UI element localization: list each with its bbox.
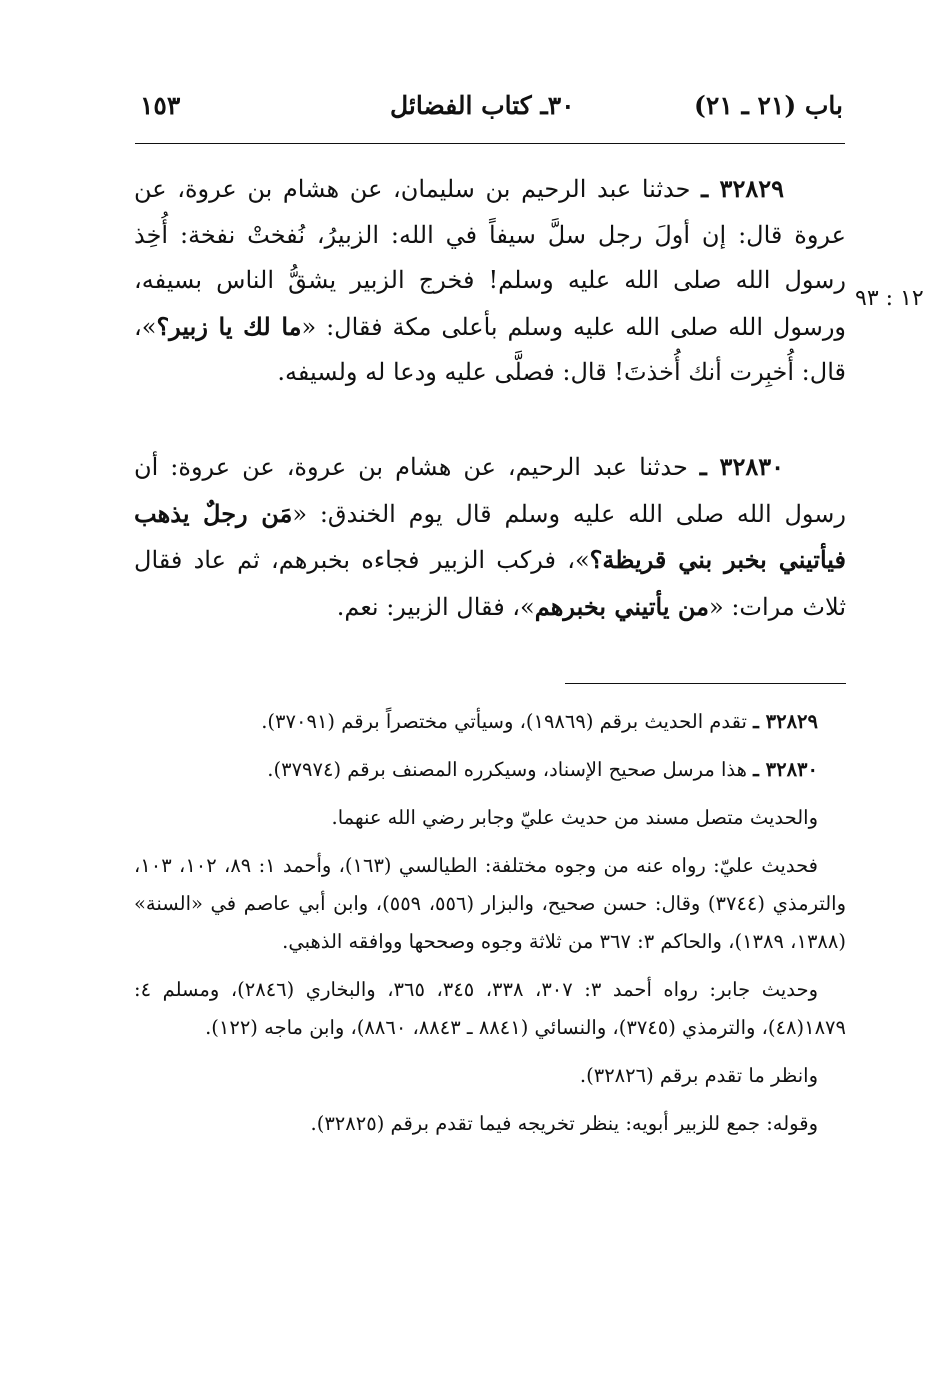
hadith-paragraph	[134, 166, 846, 396]
footnote-number: ٣٢٨٢٩ ـ	[753, 710, 818, 733]
footnote	[134, 971, 846, 1047]
chapter-reference: باب (٢١ ـ ٢١)	[694, 91, 843, 120]
hadith-text: حدثنا عبد الرحيم بن سليمان، عن هشام بن عروة، عن عروة قال: إن أولَ رجل سلَّ سيفاً في الله: الزبيرُ، نُفختْ نفخة: أُخِذ رسول الله صلى الله عليه وسلم! فخرج الزبير يشقُّ الناس بسيفه، ورسول الله صلى الله عليه وسلم بأعلى مكة فقال: «	[134, 175, 847, 341]
hadith-text: »، فركب الزبير فجاءه بخبرهم، ثم عاد فقال ثلاث مرات: «	[134, 546, 846, 621]
footnote-text: وانظر ما تقدم برقم (٣٢٨٢٦).	[579, 1064, 818, 1087]
footnote	[134, 847, 846, 961]
footnote-rule	[565, 683, 846, 684]
footnotes	[134, 703, 846, 1153]
hadith-32829	[134, 166, 846, 396]
hadith-text: حدثنا عبد الرحيم، عن هشام بن عروة، عن عروة: أن رسول الله صلى الله عليه وسلم قال يوم الخندق: «	[134, 453, 847, 528]
margin-reference: ١٢ : ٩٣	[855, 286, 924, 311]
prophet-quote: مَن رجلٌ يذهب فيأتيني بخبر بني قريظة؟	[134, 498, 846, 574]
hadith-text: »، فقال الزبير: نعم.	[336, 592, 535, 621]
footnote-text: وقوله: جمع للزبير أبويه: ينظر تخريجه فيما تقدم برقم (٣٢٨٢٥).	[310, 1112, 818, 1135]
footnote	[134, 1105, 846, 1143]
hadith-paragraph	[134, 444, 846, 630]
prophet-quote: ما لك يا زبير؟	[156, 311, 302, 341]
footnote-text: تقدم الحديث برقم (١٩٨٦٩)، وسيأتي مختصراً برقم (٣٧٠٩١).	[261, 710, 754, 733]
footnote	[134, 799, 846, 837]
footnote-text: هذا مرسل صحيح الإسناد، وسيكرره المصنف برقم (٣٧٩٧٤).	[267, 758, 754, 781]
footnote-text: وحديث جابر: رواه أحمد ٣: ٣٠٧، ٣٣٨، ٣٤٥، ٣٦٥، والبخاري (٢٨٤٦)، ومسلم ٤: ١٨٧٩(٤٨)، والترمذي (٣٧٤٥)، والنسائي (٨٨٤١ ـ ٨٨٤٣، ٨٨٦٠)، وابن ماجه (١٢٢).	[134, 978, 846, 1039]
page-number: ١٥٣	[140, 91, 181, 120]
footnote	[134, 703, 846, 741]
hadith-number: ٣٢٨٢٩ ـ	[701, 174, 784, 203]
hadith-text: »، قال: أُخبِرت أنك أُخذتَ! قال: فصلَّى عليه ودعا له ولسيفه.	[134, 312, 846, 386]
book-title: ٣٠ـ كتاب الفضائل	[390, 91, 575, 120]
footnote-number: ٣٢٨٣٠ ـ	[753, 758, 818, 781]
hadith-32830	[134, 444, 846, 630]
footnote-text: فحديث عليّ: رواه عنه من وجوه مختلفة: الطيالسي (١٦٣)، وأحمد ١: ٨٩، ١٠٢، ١٠٣، والترمذي (٣٧٤٤) وقال: حسن صحيح، والبزار (٥٥٦، ٥٥٩)، وابن أبي عاصم في «السنة» (١٣٨٨، ١٣٨٩)، والحاكم ٣: ٣٦٧ من ثلاثة وجوه وصححها ووافقه الذهبي.	[134, 854, 846, 953]
footnote	[134, 1057, 846, 1095]
prophet-quote: من يأتيني بخبرهم	[534, 591, 710, 621]
hadith-number: ٣٢٨٣٠ ـ	[699, 452, 784, 481]
header-rule	[135, 143, 845, 144]
footnote	[134, 751, 846, 789]
footnote-text: والحديث متصل مسند من حديث عليّ وجابر رضي الله عنهما.	[331, 806, 818, 829]
